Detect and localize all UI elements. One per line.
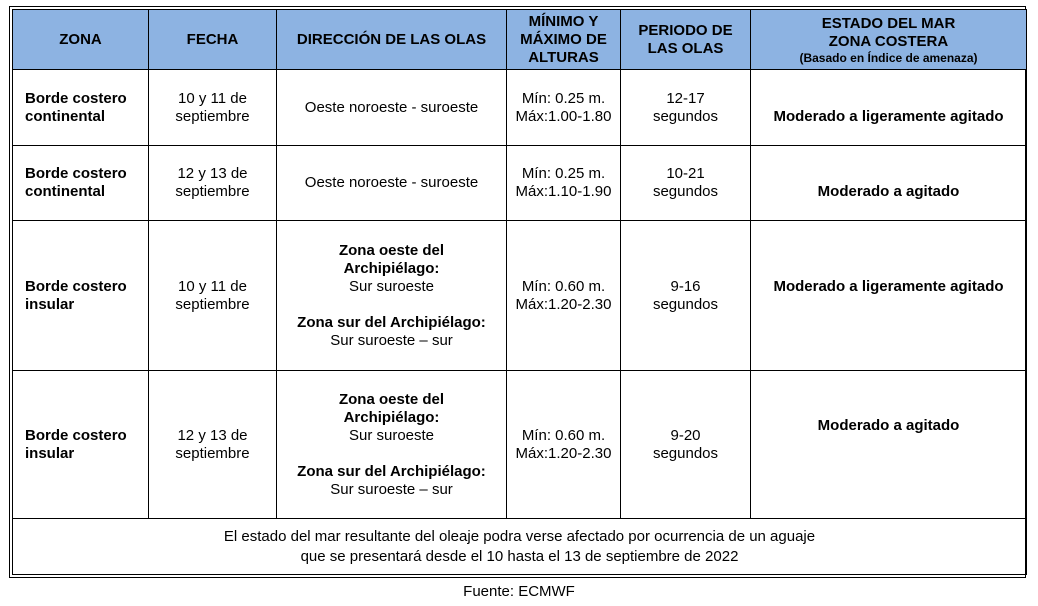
periodo-cell [621,221,751,371]
source-caption: Fuente: ECMWF [463,583,575,600]
periodo-range: 12-17 [666,89,705,107]
estado-cell [751,371,1027,519]
direccion-zone-a-value: Sur suroeste [348,426,435,444]
periodo-range: 10-21 [666,165,705,182]
periodo-range: 9-20 [670,426,701,444]
zona-line2: insular [25,295,75,313]
fecha-cell [149,371,277,519]
note-line2: que se presentará desde el 10 hasta el 13 de septiembre de 2022 [300,547,739,565]
zona-line2: continental [25,107,106,125]
header-alturas-line3: ALTURAS [528,48,599,66]
alturas-cell [507,371,621,519]
direccion-zone-a-value: Sur suroeste [348,277,435,295]
zona-line2: continental [25,183,106,200]
direccion-zone-b-title: Zona sur del Archipiélago: [297,313,486,331]
estado-value: Moderado a agitado [817,416,960,434]
direccion-zone-a-title2: Archipiélago: [343,259,440,277]
altura-min: Mín: 0.60 m. [521,277,606,295]
fecha-line1: 10 y 11 de [178,277,247,295]
header-alturas-line1: MÍNIMO Y [528,12,599,30]
header-row [13,10,1027,70]
altura-max: Máx:1.20-2.30 [515,444,612,462]
header-alturas-line2: MÁXIMO DE [520,30,607,48]
periodo-cell [621,146,751,221]
note-line1: El estado del mar resultante del oleaje podra verse afectado por ocurrencia de un aguaje [223,527,816,545]
direccion-zone-a-title2: Archipiélago: [343,408,440,426]
fecha-line2: septiembre [175,107,250,125]
header-direccion: DIRECCIÓN DE LAS OLAS [277,10,507,70]
table-row [13,70,1027,146]
zona-line1: Borde costero [25,89,127,107]
header-periodo-line2: LAS OLAS [647,39,724,57]
fecha-line1: 12 y 13 de [177,426,248,444]
header-estado-line1: ESTADO DEL MAR [821,14,956,32]
altura-min: Mín: 0.25 m. [521,89,606,107]
note-row [13,519,1027,575]
fecha-line1: 12 y 13 de [177,165,248,182]
zona-cell [13,221,149,371]
header-periodo [621,10,751,70]
alturas-cell [507,70,621,146]
spacer [283,296,500,314]
zona-line1: Borde costero [25,165,127,182]
estado-cell [751,70,1027,146]
alturas-cell [507,146,621,221]
table-row [13,146,1027,221]
periodo-unit: segundos [652,183,719,200]
direccion-zone-a-title: Zona oeste del [338,241,445,259]
zona-line1: Borde costero [25,426,127,444]
periodo-unit: segundos [652,295,719,313]
direccion-cell: Oeste noroeste - suroeste [277,146,507,221]
periodo-cell [621,70,751,146]
header-zona: ZONA [13,10,149,70]
altura-min: Mín: 0.25 m. [521,165,606,182]
fecha-line1: 10 y 11 de [178,89,247,107]
spacer [283,445,500,463]
fecha-line2: septiembre [175,295,250,313]
direccion-cell: Oeste noroeste - suroeste [277,70,507,146]
direccion-zone-b-value: Sur suroeste – sur [330,480,453,498]
zona-cell [13,146,149,221]
estado-value: Moderado a ligeramente agitado [773,107,1004,125]
altura-max: Máx:1.00-1.80 [515,107,612,125]
table-row [13,221,1027,371]
fecha-cell [149,221,277,371]
estado-cell [751,146,1027,221]
zona-cell [13,371,149,519]
alturas-cell [507,221,621,371]
estado-value: Moderado a agitado [817,183,960,200]
direccion-cell [277,371,507,519]
periodo-cell [621,371,751,519]
periodo-unit: segundos [652,107,719,125]
zona-line2: insular [25,444,75,462]
header-estado-line2: ZONA COSTERA [828,32,949,50]
fecha-line2: septiembre [175,183,250,200]
direccion-zone-b-title: Zona sur del Archipiélago: [297,462,486,480]
estado-value: Moderado a ligeramente agitado [773,277,1004,295]
direccion-cell [277,221,507,371]
periodo-range: 9-16 [670,277,701,295]
header-alturas [507,10,621,70]
header-estado [751,10,1027,70]
header-estado-subtitle: (Basado en Índice de amenaza) [799,50,978,65]
sea-state-table [12,9,1027,575]
periodo-unit: segundos [652,444,719,462]
altura-max: Máx:1.20-2.30 [515,295,612,313]
fecha-cell [149,70,277,146]
altura-max: Máx:1.10-1.90 [515,183,612,200]
note-cell [13,519,1027,575]
fecha-cell [149,146,277,221]
header-periodo-line1: PERIODO DE [638,21,733,39]
table-row [13,371,1027,519]
zona-cell [13,70,149,146]
fecha-line2: septiembre [175,444,250,462]
direccion-zone-a-title: Zona oeste del [338,390,445,408]
estado-cell [751,221,1027,371]
altura-min: Mín: 0.60 m. [521,426,606,444]
zona-line1: Borde costero [25,277,127,295]
direccion-zone-b-value: Sur suroeste – sur [330,331,453,349]
header-fecha: FECHA [149,10,277,70]
